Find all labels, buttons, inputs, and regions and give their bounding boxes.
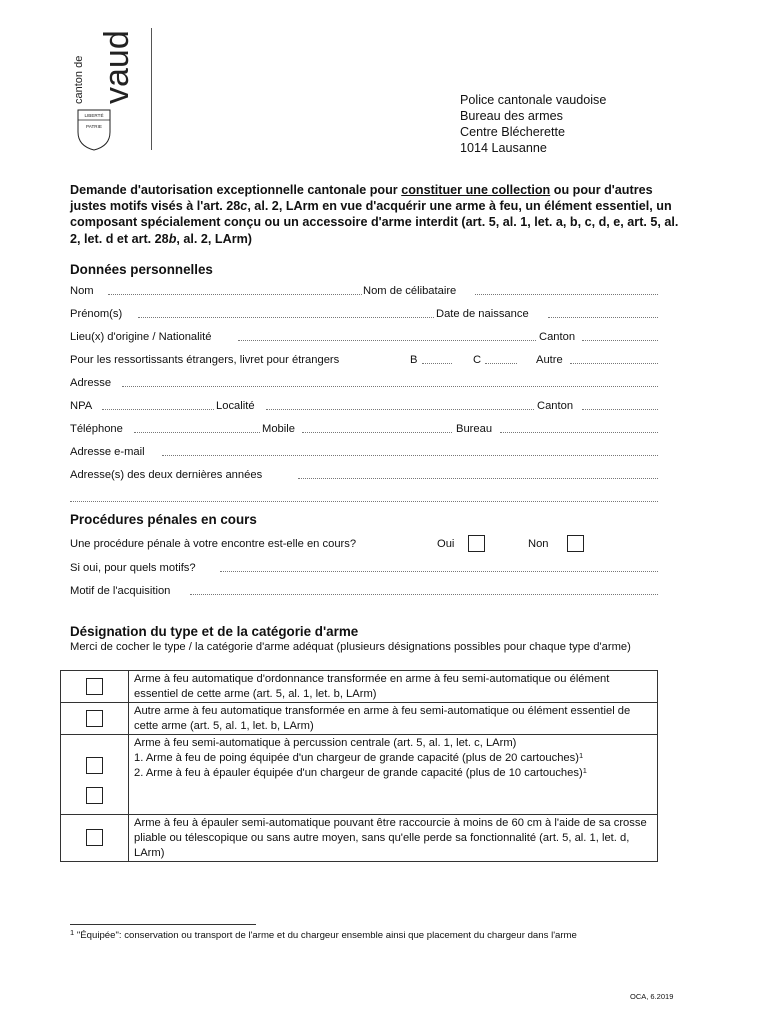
logo-divider — [151, 28, 152, 150]
label-origine: Lieu(x) d'origine / Nationalité — [70, 331, 212, 343]
label-nom-celibataire: Nom de célibataire — [363, 285, 457, 297]
section-heading-penal: Procédures pénales en cours — [70, 512, 257, 527]
label-npa: NPA — [70, 400, 93, 412]
label-etrangers: Pour les ressortissants étrangers, livret pour étrangers — [70, 354, 340, 366]
field-npa[interactable] — [102, 409, 214, 410]
category-text: Arme à feu semi-automatique à percussion centrale (art. 5, al. 1, let. c, LArm) 1. Arme à feu de poing équipée d'un chargeur de grande capacité (plus de 20 cartouches)$^1$ 2. Arme à feu à épauler équipée d'un chargeur de grande capacité (plus de 10 cartouches)$^1$ — [129, 735, 658, 815]
label-permit-c: C — [473, 354, 482, 366]
field-adresse[interactable] — [122, 386, 658, 387]
row-procedure — [70, 537, 658, 551]
field-bureau[interactable] — [500, 432, 658, 433]
label-bureau: Bureau — [456, 423, 493, 435]
canton-vaud-logo — [72, 22, 136, 152]
label-canton-2: Canton — [537, 400, 574, 412]
field-mobile[interactable] — [302, 432, 452, 433]
field-email[interactable] — [162, 455, 658, 456]
section-heading-designation: Désignation du type et de la catégorie d'arme — [70, 624, 359, 639]
row-adresse — [70, 376, 658, 390]
field-telephone[interactable] — [134, 432, 260, 433]
label-procedure-question: Une procédure pénale à votre encontre est-elle en cours? — [70, 538, 357, 550]
row-dernieres-adresses-2 — [70, 491, 658, 505]
table-row — [61, 671, 658, 703]
row-etrangers — [70, 353, 658, 367]
label-permit-b: B — [410, 354, 418, 366]
category-text: Arme à feu à épauler semi-automatique pouvant être raccourcie à moins de 60 cm à l'aide de sa crosse pliable ou télescopique ou sans autre moyen, sans qu'elle perde sa fonctionnalité (art. 5, al. 1, let. d, LArm) — [129, 815, 658, 862]
row-email — [70, 445, 658, 459]
checkbox-category-2[interactable] — [86, 710, 103, 727]
label-oui: Oui — [437, 538, 455, 550]
svg-text:vaud: vaud — [98, 30, 136, 104]
address-line: Police cantonale vaudoise — [460, 93, 607, 107]
row-acquisition — [70, 584, 658, 598]
label-telephone: Téléphone — [70, 423, 123, 435]
field-motifs[interactable] — [220, 571, 658, 572]
label-email: Adresse e-mail — [70, 446, 145, 458]
label-prenom: Prénom(s) — [70, 308, 123, 320]
label-canton: Canton — [539, 331, 576, 343]
checkbox-oui[interactable] — [468, 535, 485, 552]
row-prenom — [70, 307, 658, 321]
label-localite: Localité — [216, 400, 255, 412]
field-permit-autre[interactable] — [570, 363, 658, 364]
label-date-naissance: Date de naissance — [436, 308, 529, 320]
field-canton-2[interactable] — [582, 409, 658, 410]
label-permit-autre: Autre — [536, 354, 563, 366]
checkbox-category-1[interactable] — [86, 678, 103, 695]
row-dernieres-adresses — [70, 468, 658, 482]
footnote-divider — [70, 924, 256, 925]
field-permit-c[interactable] — [485, 363, 517, 364]
recipient-address — [460, 92, 606, 156]
category-text: Arme à feu automatique d'ordonnance transformée en arme à feu semi-automatique ou élément essentiel de cette arme (art. 5, al. 1, let. b, LArm) — [129, 671, 658, 703]
svg-text:canton de: canton de — [73, 55, 85, 104]
address-line: Centre Blécherette — [460, 125, 566, 139]
checkbox-category-3-1[interactable] — [86, 757, 103, 774]
table-row — [61, 735, 658, 815]
checkbox-non[interactable] — [567, 535, 584, 552]
field-acquisition[interactable] — [190, 594, 658, 595]
weapon-category-table — [60, 670, 658, 862]
svg-text:PATRIE: PATRIE — [86, 124, 102, 129]
label-mobile: Mobile — [262, 423, 295, 435]
field-origine[interactable] — [238, 340, 536, 341]
label-dernieres-adresses: Adresse(s) des deux dernières années — [70, 469, 263, 481]
field-nom[interactable] — [108, 294, 362, 295]
field-dernieres-adresses[interactable] — [298, 478, 658, 479]
form-title: Demande d'autorisation exceptionnelle cantonale pour constituer une collection ou pour d'autres justes motifs visés à l'art. 28c, al. 2, LArm en vue d'acquérir une arme à feu, un élément essentiel, un composant spécialement conçu ou un accessoire d'arme interdit (art. 5, al. 1, let. a, b, c, d, e, art. 5, al. 2, let. d et art. 28b, al. 2, LArm) — [70, 183, 679, 246]
field-nom-celibataire[interactable] — [475, 294, 658, 295]
table-row — [61, 703, 658, 735]
label-motifs: Si oui, pour quels motifs? — [70, 562, 196, 574]
field-canton[interactable] — [582, 340, 658, 341]
field-prenom[interactable] — [138, 317, 434, 318]
checkbox-category-3-2[interactable] — [86, 787, 103, 804]
section-heading-personal: Données personnelles — [70, 262, 213, 277]
table-row — [61, 815, 658, 862]
label-nom: Nom — [70, 285, 94, 297]
document-reference: OCA, 6.2019 — [630, 992, 674, 1001]
title-underlined: constituer une collection — [401, 183, 551, 197]
field-localite[interactable] — [266, 409, 534, 410]
row-nom — [70, 284, 658, 298]
address-line: Bureau des armes — [460, 109, 563, 123]
address-line: 1014 Lausanne — [460, 141, 547, 155]
row-npa — [70, 399, 658, 413]
checkbox-category-4[interactable] — [86, 829, 103, 846]
label-adresse: Adresse — [70, 377, 112, 389]
label-acquisition: Motif de l'acquisition — [70, 585, 171, 597]
field-dernieres-adresses-2[interactable] — [70, 501, 658, 502]
row-origine — [70, 330, 658, 344]
row-motifs — [70, 561, 658, 575]
field-permit-b[interactable] — [422, 363, 452, 364]
designation-intro: Merci de cocher le type / la catégorie d'arme adéquat (plusieurs désignations possibles pour chaque type d'arme) — [70, 641, 631, 653]
row-telephone — [70, 422, 658, 436]
label-non: Non — [528, 538, 549, 550]
field-date-naissance[interactable] — [548, 317, 658, 318]
svg-text:LIBERTÉ: LIBERTÉ — [84, 113, 104, 118]
footnote: $^1$ "Équipée": conservation ou transport de l'arme et du chargeur ensemble ainsi que placement du chargeur dans l'arme — [70, 928, 577, 941]
category-text: Autre arme à feu automatique transformée en arme à feu semi-automatique ou élément essentiel de cette arme (art. 5, al. 1, let. b, LArm) — [129, 703, 658, 735]
